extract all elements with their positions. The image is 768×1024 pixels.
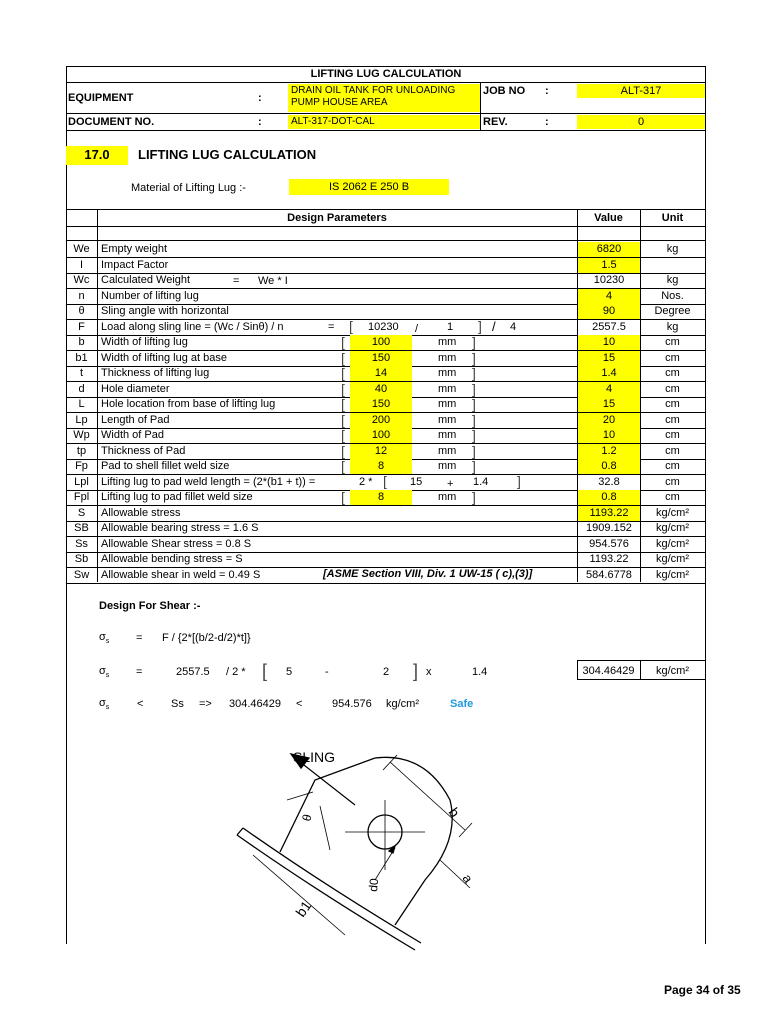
row-unit: cm [665, 491, 680, 503]
f-wc: 10230 [368, 321, 399, 333]
row-unit: cm [665, 367, 680, 379]
input-bracket-open: [ [341, 381, 345, 397]
row-value: 0.8 [601, 491, 617, 503]
input-bracket-open: [ [341, 427, 345, 443]
input-mm-unit: mm [438, 352, 457, 364]
input-mm-value: 40 [374, 383, 388, 395]
d0-label: d0 [366, 877, 382, 893]
input-mm-unit: mm [438, 367, 457, 379]
header-value: Value [594, 212, 623, 224]
row-unit: kg [666, 321, 679, 333]
section-title: LIFTING LUG CALCULATION [138, 147, 317, 162]
doc-title: LIFTING LUG CALCULATION [310, 68, 462, 80]
cmp-lt2: < [296, 698, 303, 710]
header-unit: Unit [661, 212, 684, 224]
row-description: Allowable stress [101, 507, 181, 519]
f-sin: 1 [447, 321, 454, 333]
input-bracket-open: [ [341, 365, 345, 381]
row-symbol: t [79, 367, 84, 379]
material-label: Material of Lifting Lug :- [131, 182, 246, 194]
lpl-two: 2 * [359, 476, 373, 488]
row-unit: cm [665, 476, 680, 488]
row-description: Thickness of Pad [101, 445, 186, 457]
row-value: 6820 [596, 243, 622, 255]
row-value: 1.5 [601, 259, 617, 271]
row-symbol: Sw [73, 569, 90, 581]
input-mm-unit: mm [438, 383, 457, 395]
row-symbol: Wc [73, 274, 90, 286]
calc-minus: - [325, 666, 329, 678]
input-bracket-open: [ [341, 489, 345, 505]
equipment-value: DRAIN OIL TANK FOR UNLOADING PUMP HOUSE AREA [291, 85, 456, 108]
calc-x: x [426, 666, 432, 678]
calc-b: 5 [286, 666, 293, 678]
row-description: Sling angle with horizontal [101, 305, 229, 317]
document-no-colon: : [258, 116, 262, 128]
shear-result: 304.46429 [582, 665, 635, 677]
input-bracket-open: [ [341, 350, 345, 366]
wc-formula: We * I [258, 275, 288, 287]
row-value: 1.2 [601, 445, 617, 457]
input-mm-value: 8 [377, 491, 385, 503]
row-unit: kg/cm² [656, 553, 689, 565]
input-bracket-close: ] [472, 365, 476, 381]
row-description: Lifting lug to pad weld length = (2*(b1 + t)) = [101, 476, 316, 488]
row-unit: kg/cm² [656, 538, 689, 550]
input-mm-value: 200 [371, 414, 391, 426]
input-bracket-close: ] [472, 489, 476, 505]
row-value: 584.6778 [586, 569, 632, 581]
row-symbol: Sb [74, 553, 89, 565]
row-unit: kg [666, 243, 679, 255]
row-unit: kg/cm² [656, 569, 689, 581]
row-value: 2557.5 [592, 321, 626, 333]
header-design-parameters: Design Parameters [287, 212, 387, 224]
row-symbol: n [78, 290, 85, 302]
input-bracket-open: [ [341, 412, 345, 428]
cmp-allow: 954.576 [332, 698, 372, 710]
row-value: 1909.152 [586, 522, 632, 534]
row-unit: cm [665, 398, 680, 410]
row-value: 0.8 [601, 460, 617, 472]
row-unit: Degree [654, 305, 691, 317]
lpl-bracket-open: [ [383, 473, 387, 489]
calc-bracket-close: ] [413, 661, 419, 681]
input-bracket-open: [ [341, 458, 345, 474]
cmp-unit: kg/cm² [386, 698, 419, 710]
row-symbol: We [73, 243, 90, 255]
page-number: Page 34 of 35 [664, 983, 741, 997]
shear-sigma-2: $\sigma_s$ [99, 665, 110, 680]
safe-status: Safe [450, 698, 474, 710]
cmp-val: 304.46429 [229, 698, 281, 710]
cmp-ss: Ss [171, 698, 184, 710]
job-no-colon: : [545, 85, 549, 97]
row-unit: cm [665, 429, 680, 441]
cmp-arrow: => [199, 698, 212, 710]
row-symbol: L [78, 398, 85, 410]
row-symbol: Fp [75, 460, 88, 472]
f-slash2: / [492, 319, 496, 334]
cmp-lt: < [137, 698, 144, 710]
row-symbol: d [78, 383, 85, 395]
row-symbol: Lp [75, 414, 88, 426]
row-unit: Nos. [661, 290, 684, 302]
row-unit: kg/cm² [656, 522, 689, 534]
row-value: 32.8 [598, 476, 620, 488]
input-bracket-close: ] [472, 381, 476, 397]
f-n: 4 [510, 321, 517, 333]
row-divider [66, 583, 706, 584]
row-value: 954.576 [589, 538, 629, 550]
input-bracket-open: [ [341, 443, 345, 459]
asme-reference: [ASME Section VIII, Div. 1 UW-15 ( c),(3)] [323, 568, 533, 580]
shear-formula: F / {2*[(b/2-d/2)*t]} [162, 632, 251, 644]
shear-formula-eq: = [136, 632, 143, 644]
calc-bracket-open: [ [262, 661, 268, 681]
f-bracket-close: ] [478, 318, 482, 334]
row-value: 90 [602, 305, 616, 317]
row-symbol: θ [78, 305, 85, 317]
input-mm-unit: mm [438, 460, 457, 472]
row-description: Thickness of lifting lug [101, 367, 210, 379]
row-symbol: b [78, 336, 85, 348]
row-description: Allowable Shear stress = 0.8 S [101, 538, 252, 550]
row-unit: cm [665, 445, 680, 457]
row-value: 15 [602, 398, 616, 410]
document-no-label: DOCUMENT NO. [68, 116, 155, 128]
input-mm-unit: mm [438, 336, 457, 348]
row-description: Empty weight [101, 243, 168, 255]
calc-eq: = [136, 666, 143, 678]
f-eq: = [328, 321, 335, 333]
row-value: 15 [602, 352, 616, 364]
row-description: Number of lifting lug [101, 290, 199, 302]
row-unit: kg/cm² [656, 507, 689, 519]
input-mm-value: 14 [374, 367, 388, 379]
b-label: b [445, 804, 464, 821]
equipment-colon: : [258, 92, 262, 104]
rev-colon: : [545, 116, 549, 128]
row-value: 10 [602, 429, 616, 441]
row-symbol: Wp [73, 429, 90, 441]
row-value: 1193.22 [589, 507, 629, 519]
row-symbol: Lpl [74, 476, 89, 488]
row-unit: cm [665, 352, 680, 364]
f-slash: / [415, 323, 419, 335]
row-description: Pad to shell fillet weld size [101, 460, 230, 472]
row-symbol: F [78, 321, 85, 333]
input-bracket-close: ] [472, 412, 476, 428]
row-unit: kg [666, 274, 679, 286]
calc-d: 2 [383, 666, 390, 678]
row-symbol: b1 [75, 352, 88, 364]
section-number: 17.0 [84, 147, 110, 162]
input-mm-value: 12 [374, 445, 388, 457]
row-value: 1193.22 [589, 553, 629, 565]
row-unit: cm [665, 336, 680, 348]
row-description: Allowable bending stress = S [101, 553, 243, 565]
row-value: 10 [602, 336, 616, 348]
material-value: IS 2062 E 250 B [328, 181, 410, 193]
sling-label: SLING [293, 749, 336, 765]
job-no-value: ALT-317 [620, 85, 662, 97]
input-mm-unit: mm [438, 398, 457, 410]
lpl-b1: 15 [410, 476, 423, 488]
shear-result-unit: kg/cm² [656, 665, 689, 677]
row-description: Width of Pad [101, 429, 164, 441]
rev-label: REV. [483, 116, 508, 128]
row-symbol: SB [74, 522, 89, 534]
input-bracket-close: ] [472, 334, 476, 350]
row-description: Width of lifting lug [101, 336, 188, 348]
input-bracket-close: ] [472, 350, 476, 366]
row-description: Width of lifting lug at base [101, 352, 227, 364]
lpl-bracket-close: ] [517, 473, 521, 489]
calc-t: 1.4 [472, 666, 488, 678]
lpl-plus: + [447, 478, 454, 490]
document-no-value: ALT-317-DOT-CAL [291, 116, 375, 127]
row-unit: cm [665, 460, 680, 472]
lifting-lug-sketch [225, 740, 515, 955]
equipment-label: EQUIPMENT [68, 92, 134, 104]
row-description: Hole location from base of lifting lug [101, 398, 276, 410]
row-symbol: S [77, 507, 86, 519]
row-description: Impact Factor [101, 259, 169, 271]
input-bracket-close: ] [472, 427, 476, 443]
lpl-t: 1.4 [473, 476, 489, 488]
row-description: Load along sling line = (Wc / Sinθ) / n [101, 321, 284, 333]
row-value: 4 [605, 290, 613, 302]
input-bracket-open: [ [341, 396, 345, 412]
row-description: Allowable shear in weld = 0.49 S [101, 569, 261, 581]
row-symbol: Fpl [73, 491, 90, 503]
row-unit: cm [665, 383, 680, 395]
input-mm-unit: mm [438, 429, 457, 441]
input-mm-unit: mm [438, 445, 457, 457]
shear-sigma-1: $\sigma_s$ [99, 631, 110, 646]
row-description: Allowable bearing stress = 1.6 S [101, 522, 259, 534]
shear-sigma-3: $\sigma_s$ [99, 697, 110, 712]
row-unit: cm [665, 414, 680, 426]
input-mm-value: 150 [371, 352, 391, 364]
row-symbol: I [79, 259, 84, 271]
wc-eq: = [233, 275, 240, 287]
input-bracket-close: ] [472, 396, 476, 412]
input-mm-value: 100 [371, 336, 391, 348]
input-bracket-close: ] [472, 443, 476, 459]
row-value: 4 [605, 383, 613, 395]
theta-label: θ [299, 812, 315, 823]
input-mm-value: 8 [377, 460, 385, 472]
input-mm-unit: mm [438, 414, 457, 426]
row-symbol: tp [76, 445, 87, 457]
a-label: a [459, 871, 476, 886]
row-value: 20 [602, 414, 616, 426]
input-mm-value: 150 [371, 398, 391, 410]
shear-title: Design For Shear :- [99, 600, 201, 612]
row-description: Lifting lug to pad fillet weld size [101, 491, 253, 503]
input-mm-value: 100 [371, 429, 391, 441]
input-bracket-open: [ [341, 334, 345, 350]
job-no-label: JOB NO [483, 85, 526, 97]
row-value: 10230 [593, 274, 625, 286]
rev-value: 0 [637, 116, 645, 128]
row-description: Calculated Weight [101, 274, 191, 286]
row-symbol: Ss [75, 538, 88, 550]
input-mm-unit: mm [438, 491, 457, 503]
calc-f: 2557.5 [176, 666, 210, 678]
f-bracket-open: [ [349, 318, 353, 334]
row-description: Length of Pad [101, 414, 170, 426]
input-bracket-close: ] [472, 458, 476, 474]
b1-label: b1 [292, 897, 315, 920]
row-value: 1.4 [601, 367, 617, 379]
calc-div: / 2 * [226, 666, 246, 678]
row-description: Hole diameter [101, 383, 170, 395]
